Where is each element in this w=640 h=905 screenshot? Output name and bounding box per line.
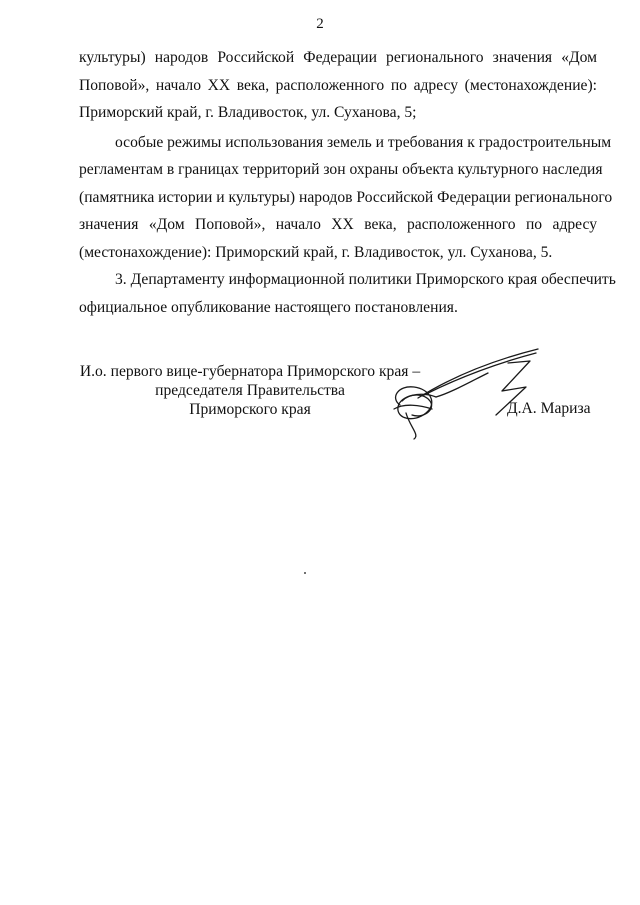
paragraph-2-line-1: особые режимы использования земель и требования к градостроительным <box>115 133 612 151</box>
signatory-name: Д.А. Мариза <box>507 400 591 417</box>
document-body <box>79 44 616 321</box>
paragraph-1-line-1: культуры) народов Российской Федерации регионального значения «Дом <box>79 49 597 66</box>
handwritten-signature <box>380 343 550 443</box>
page-number: 2 <box>316 16 324 32</box>
signatory-title-line-3: Приморского края <box>189 401 311 418</box>
paragraph-3-line-1: 3. Департаменту информационной политики Приморского края обеспечить <box>115 271 616 288</box>
signatory-title-line-1: И.о. первого вице-губернатора Приморского края – <box>79 363 421 380</box>
paragraph-1-line-3: Приморский край, г. Владивосток, ул. Суханова, 5; <box>79 104 417 121</box>
scan-speck <box>304 572 306 574</box>
paragraph-2-line-5: (местонахождение): Приморский край, г. Владивосток, ул. Суханова, 5. <box>79 243 553 261</box>
paragraph-1-line-2: Поповой», начало XX века, расположенного по адресу (местонахождение): <box>79 76 597 94</box>
paragraph-2-line-3: (памятника истории и культуры) народов Российской Федерации регионального <box>79 188 613 206</box>
signatory-title-line-2: председателя Правительства <box>155 382 345 399</box>
paragraph-2-line-2: регламентам в границах территорий зон охраны объекта культурного наследия <box>79 161 603 178</box>
paragraph-2-line-4: значения «Дом Поповой», начало XX века, расположенного по адресу <box>79 216 597 233</box>
paragraph-3-line-2: официальное опубликование настоящего постановления. <box>79 298 458 316</box>
